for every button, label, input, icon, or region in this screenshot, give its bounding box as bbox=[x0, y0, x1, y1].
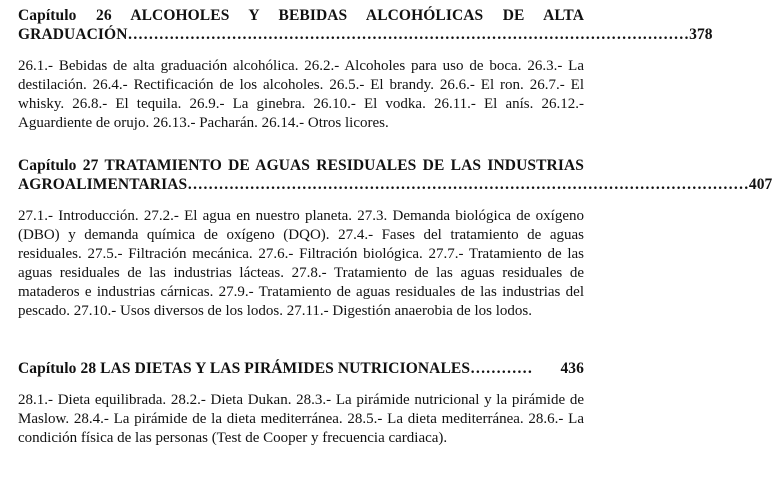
chapter-26-title-tail: GRADUACIÓN bbox=[18, 26, 128, 43]
chapter-28-title-line1 bbox=[18, 359, 584, 378]
chapter-26-leader-dots: ……………………………………………………………………………………………… bbox=[127, 26, 690, 43]
chapter-27-title-line2 bbox=[18, 175, 772, 194]
chapter-27-page-number: 407 bbox=[748, 176, 772, 193]
chapter-26-sections: 26.1.- Bebidas de alta graduación alcohólica. 26.2.- Alcoholes para uso de boca. 26.3.- La destilación. 26.4.- Rectificación de los alcoholes. 26.5.- El brandy. 26.6.- El ron. 26.7.- El whisky. 26.8.- El tequila. 26.9.- La ginebra. 26.10.- El vodka. 26.11.- El anís. 26.12.- Aguardiente de orujo. 26.13.- Pacharán. 26.14.- Otros licores. bbox=[18, 58, 584, 131]
chapter-26-page-number: 378 bbox=[689, 26, 713, 43]
chapter-28-title: Capítulo 28 LAS DIETAS Y LAS PIRÁMIDES NUTRICIONALES bbox=[18, 360, 471, 377]
chapter-28-entry bbox=[18, 359, 584, 463]
chapter-27-title-line1: Capítulo 27 TRATAMIENTO DE AGUAS RESIDUALES DE LAS INDUSTRIAS bbox=[18, 157, 584, 174]
chapter-28-heading bbox=[18, 359, 584, 378]
chapter-27-heading bbox=[18, 156, 772, 194]
chapter-26-title-line1: Capítulo 26 ALCOHOLES Y BEBIDAS ALCOHÓLICAS DE ALTA bbox=[18, 7, 584, 24]
chapter-28-sections: 28.1.- Dieta equilibrada. 28.2.- Dieta Dukan. 28.3.- La pirámide nutricional y la pirámide de Maslow. 28.4.- La pirámide de la dieta mediterránea. 28.5.- La dieta mediterránea. 28.6.- La condición física de las personas (Test de Cooper y frecuencia cardiaca). bbox=[18, 392, 584, 446]
chapter-27-leader-dots: ……………………………………………………………………………………………… bbox=[187, 176, 749, 193]
chapter-26-title-line2 bbox=[18, 25, 713, 44]
chapter-28-leader-dots: ………… bbox=[470, 360, 533, 377]
chapter-26-entry bbox=[18, 6, 713, 148]
chapter-26-heading bbox=[18, 6, 713, 44]
chapter-27-entry bbox=[18, 156, 772, 336]
chapter-27-sections: 27.1.- Introducción. 27.2.- El agua en nuestro planeta. 27.3. Demanda biológica de oxígeno (DBO) y demanda química de oxígeno (DQO). 27.4.- Fases del tratamiento de aguas residuales. 27.5.- Filtración mecánica. 27.6.- Filtración biológica. 27.7.- Tratamiento de las aguas residuales de las industrias lácteas. 27.8.- Tratamiento de las aguas residuales de mataderos e industrias cárnicas. 27.9.- Tratamiento de aguas residuales de las industrias del pescado. 27.10.- Usos diversos de los lodos. 27.11.- Digestión anaerobia de los lodos. bbox=[18, 208, 584, 319]
chapter-28-page-number: 436 bbox=[560, 360, 584, 377]
chapter-27-title-tail: AGROALIMENTARIAS bbox=[18, 176, 188, 193]
